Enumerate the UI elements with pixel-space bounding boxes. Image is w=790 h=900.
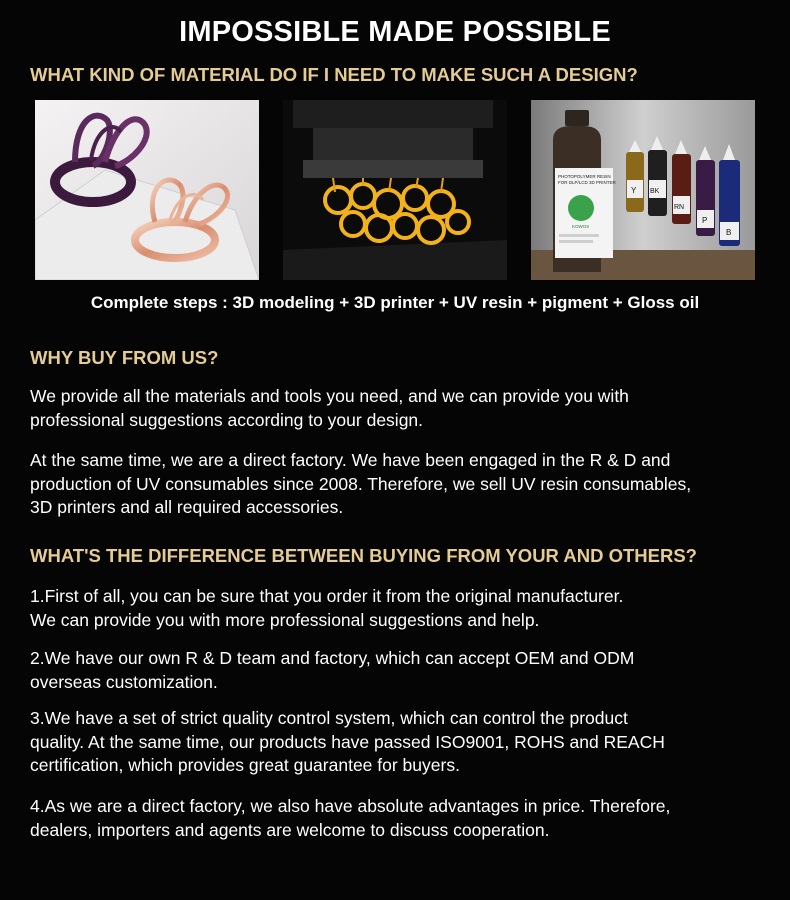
- difference-point-1: [30, 585, 785, 632]
- svg-text:P: P: [702, 216, 708, 225]
- why-buy-heading: WHY BUY FROM US?: [30, 347, 219, 368]
- why-paragraph-1: [30, 385, 785, 432]
- page-title: IMPOSSIBLE MADE POSSIBLE: [179, 16, 611, 48]
- text-line: overseas customization.: [30, 671, 218, 692]
- difference-point-4: [30, 795, 785, 842]
- svg-text:Y: Y: [631, 186, 637, 195]
- resin-rings-photo: [35, 100, 259, 280]
- svg-text:PHOTOPOLYMER RESIN: PHOTOPOLYMER RESIN: [558, 174, 611, 179]
- text-line: production of UV consumables since 2008. Therefore, we sell UV resin consumables,: [30, 473, 692, 494]
- svg-text:RN: RN: [674, 204, 685, 211]
- resin-pigment-photo: [531, 100, 755, 280]
- text-line: 3.We have a set of strict quality control system, which can control the product: [30, 708, 628, 728]
- text-line: quality. At the same time, our products have passed ISO9001, ROHS and REACH: [30, 731, 665, 752]
- material-heading: WHAT KIND OF MATERIAL DO IF I NEED TO MAKE SUCH A DESIGN?: [30, 64, 638, 85]
- svg-text:KOWOS: KOWOS: [572, 224, 590, 229]
- text-line: professional suggestions according to your design.: [30, 409, 424, 430]
- text-line: 4.As we are a direct factory, we also have absolute advantages in price. Therefore,: [30, 796, 671, 816]
- 3d-printer-photo: [283, 100, 507, 280]
- text-line: We can provide you with more professional suggestions and help.: [30, 609, 540, 630]
- why-paragraph-2: [30, 449, 785, 520]
- process-steps-caption: Complete steps : 3D modeling + 3D printer + UV resin + pigment + Gloss oil: [90, 293, 700, 312]
- svg-text:B: B: [726, 228, 732, 237]
- text-line: certification, which provides great guarantee for buyers.: [30, 755, 460, 775]
- text-line: 2.We have our own R & D team and factory, which can accept OEM and ODM: [30, 648, 635, 668]
- product-photo-strip: [35, 100, 755, 280]
- text-line: 3D printers and all required accessories.: [30, 497, 344, 517]
- text-line: 1.First of all, you can be sure that you order it from the original manufacturer.: [30, 586, 624, 606]
- text-line: At the same time, we are a direct factory. We have been engaged in the R & D and: [30, 450, 671, 470]
- text-line: We provide all the materials and tools you need, and we can provide you with: [30, 386, 629, 406]
- svg-text:BK: BK: [650, 188, 660, 195]
- text-line: dealers, importers and agents are welcome to discuss cooperation.: [30, 819, 550, 840]
- difference-point-2: [30, 647, 785, 694]
- difference-point-3: [30, 707, 785, 778]
- svg-text:FOR DLP/LCD 3D PRINTER: FOR DLP/LCD 3D PRINTER: [558, 180, 616, 185]
- difference-heading: WHAT'S THE DIFFERENCE BETWEEN BUYING FROM YOUR AND OTHERS?: [30, 545, 697, 566]
